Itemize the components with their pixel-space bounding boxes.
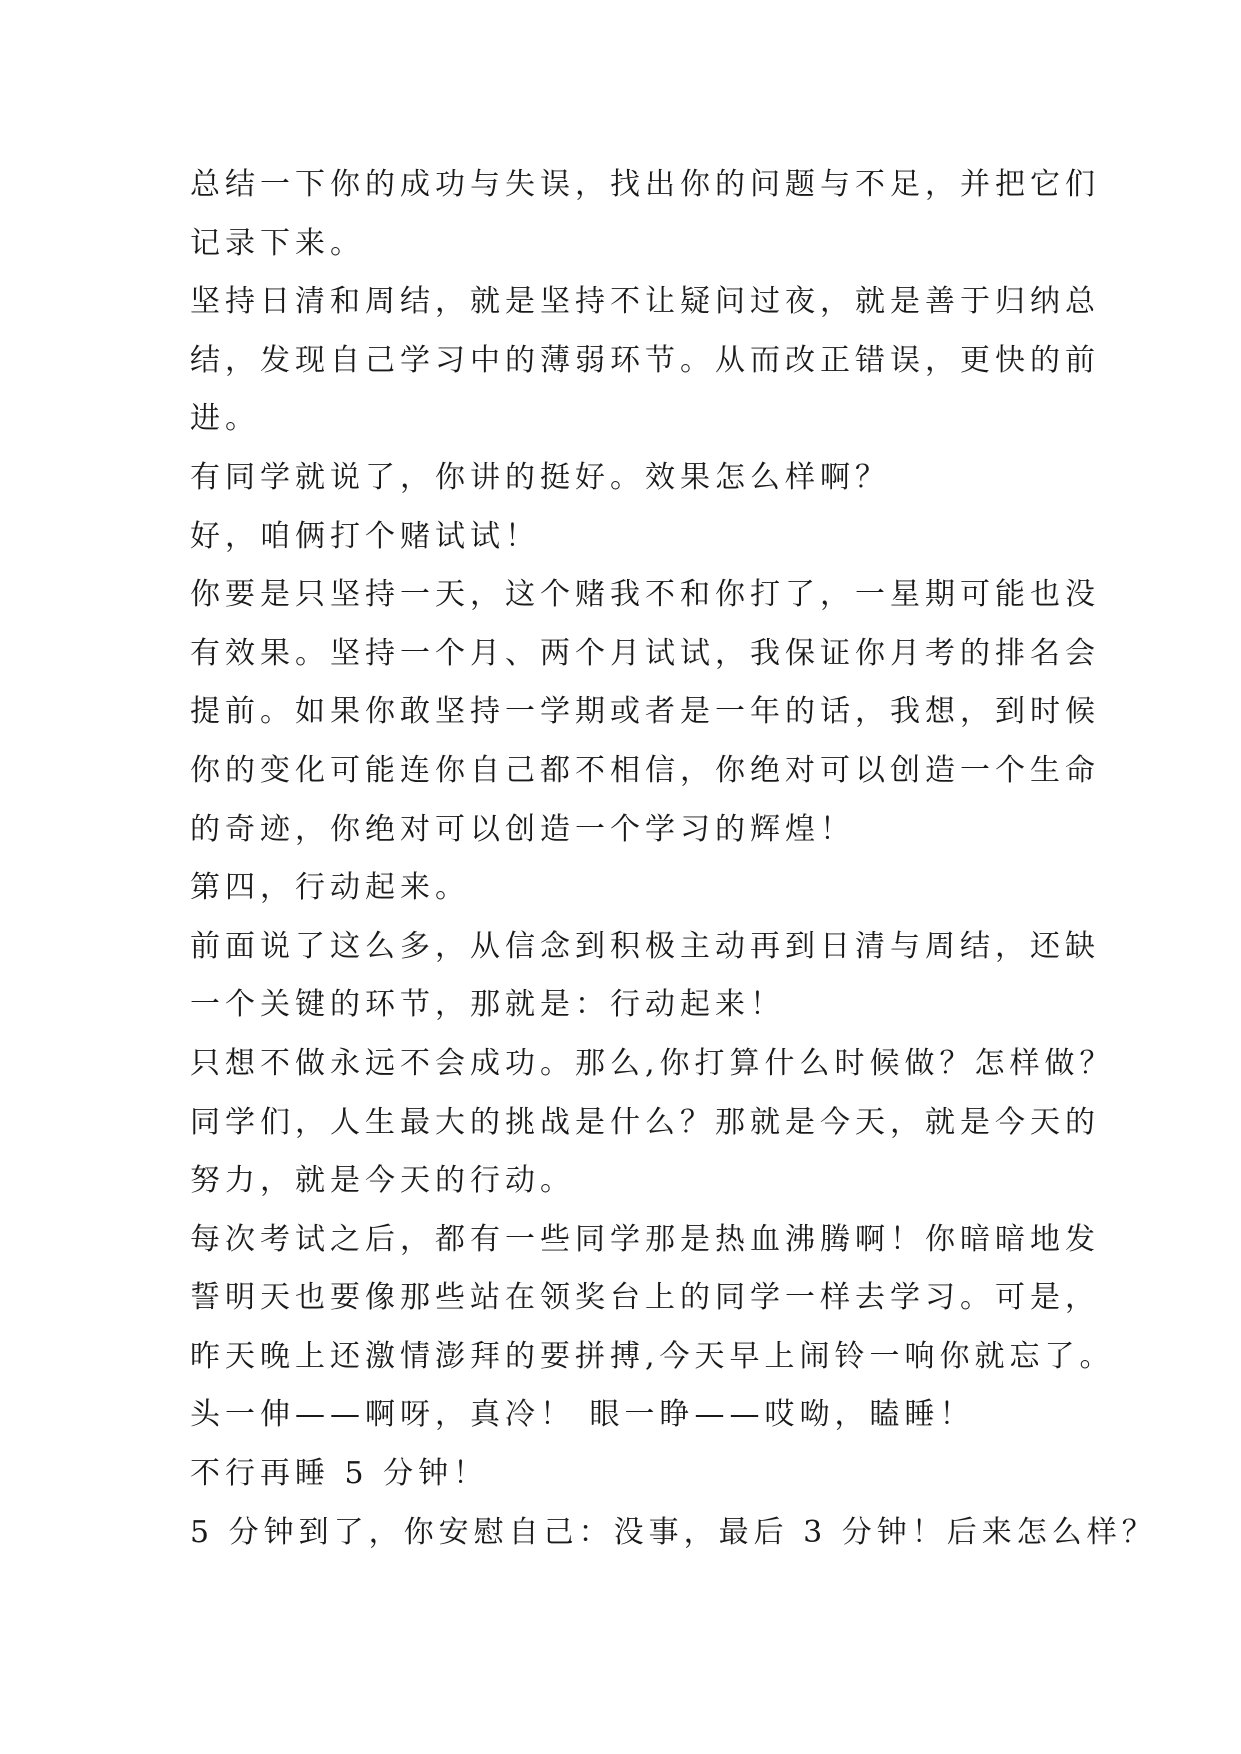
text-line: 你要是只坚持一天，这个赌我不和你打了，一星期可能也没 <box>190 577 1100 613</box>
text-line: 结，发现自己学习中的薄弱环节。从而改正错误，更快的前 <box>190 342 1100 378</box>
text-line: 记录下来。 <box>190 225 365 261</box>
document-body <box>190 156 1157 1562</box>
text-line: 的奇迹，你绝对可以创造一个学习的辉煌！ <box>190 811 855 847</box>
text-line: 你的变化可能连你自己都不相信，你绝对可以创造一个生命 <box>190 752 1100 788</box>
text-line: 有同学就说了，你讲的挺好。效果怎么样啊？ <box>190 459 890 495</box>
text-line: 努力，就是今天的行动。 <box>190 1163 575 1199</box>
text-line: 一个关键的环节，那就是：行动起来！ <box>190 987 785 1023</box>
text-line: 提前。如果你敢坚持一学期或者是一年的话，我想，到时候 <box>190 694 1100 730</box>
section-heading: 第四，行动起来。 <box>190 870 470 906</box>
text-line: 每次考试之后，都有一些同学那是热血沸腾啊！你暗暗地发 <box>190 1221 1100 1257</box>
text-line: 誓明天也要像那些站在领奖台上的同学一样去学习。可是， <box>190 1280 1100 1316</box>
text-line: 头一伸——啊呀，真冷！ 眼一睁——哎呦，瞌睡！ <box>190 1397 975 1433</box>
text-line: 5 分钟到了，你安慰自己：没事，最后 3 分钟！后来怎么样？ <box>190 1514 1157 1550</box>
text-line: 好，咱俩打个赌试试！ <box>190 518 540 554</box>
text-line: 坚持日清和周结，就是坚持不让疑问过夜，就是善于归纳总 <box>190 284 1100 320</box>
text-line: 进。 <box>190 401 260 437</box>
text-line: 总结一下你的成功与失误，找出你的问题与不足，并把它们 <box>190 167 1100 202</box>
text-line: 不行再睡 5 分钟！ <box>190 1456 489 1492</box>
text-line: 同学们，人生最大的挑战是什么？那就是今天，就是今天的 <box>190 1104 1100 1140</box>
text-line: 前面说了这么多，从信念到积极主动再到日清与周结，还缺 <box>190 928 1100 964</box>
text-line: 只想不做永远不会成功。那么,你打算什么时候做？怎样做？ <box>190 1045 1115 1081</box>
text-line: 昨天晚上还激情澎拜的要拼搏,今天早上闹铃一响你就忘了。 <box>190 1338 1115 1374</box>
text-line: 有效果。坚持一个月、两个月试试，我保证你月考的排名会 <box>190 635 1100 671</box>
